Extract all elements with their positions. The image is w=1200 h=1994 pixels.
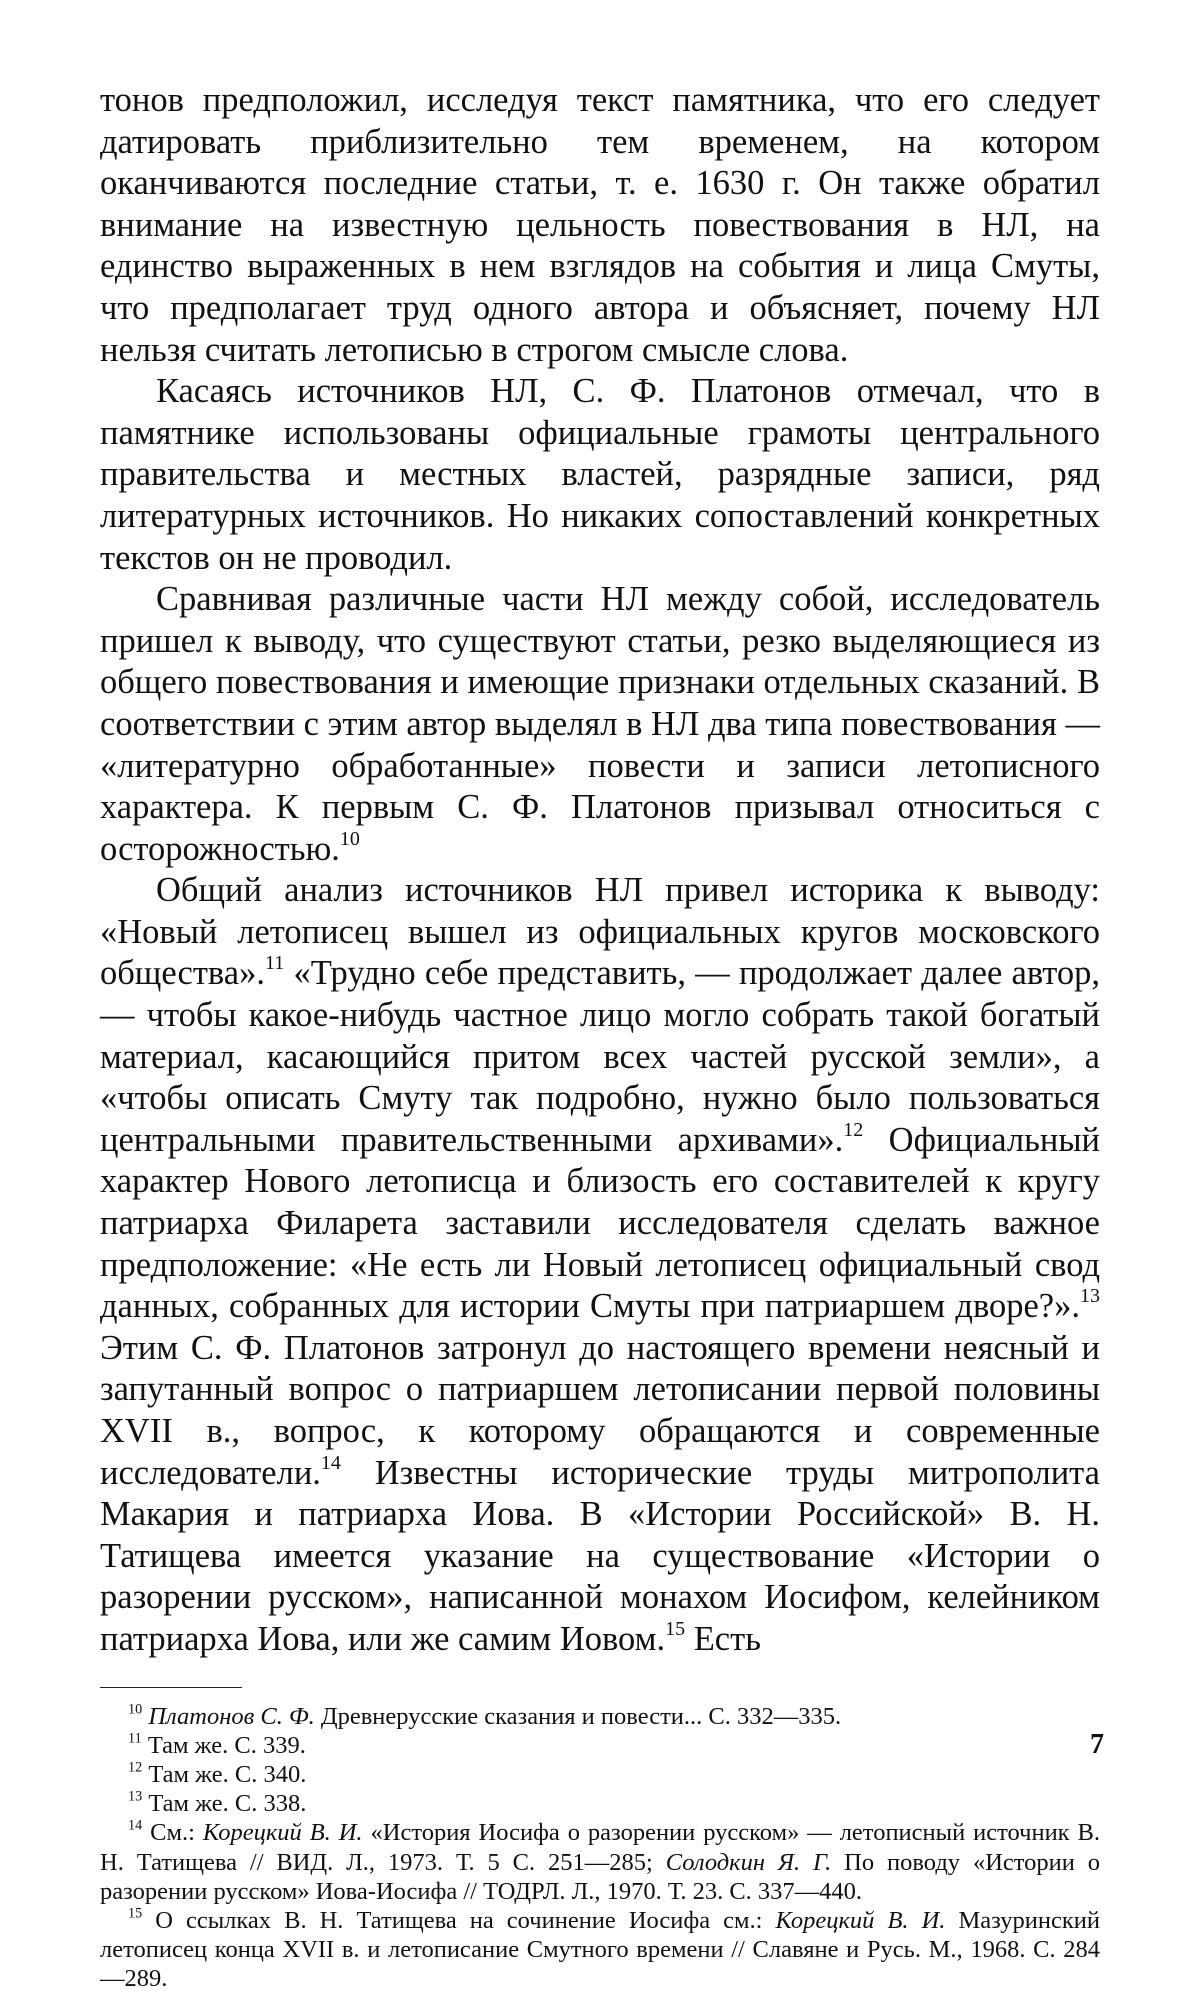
footnote-ref: 15	[665, 1617, 686, 1640]
paragraph	[100, 80, 1100, 371]
footnote-ref: 10	[339, 827, 360, 850]
footnote	[100, 1789, 1100, 1818]
footnote-ref: 12	[128, 1759, 143, 1776]
footnote	[100, 1818, 1100, 1906]
footnote	[100, 1906, 1100, 1994]
footnote-ref: 14	[128, 1817, 143, 1834]
author-name: Корецкий В. И.	[202, 1819, 363, 1847]
author-name: Платонов С. Ф.	[148, 1702, 315, 1730]
footnote-ref: 15	[128, 1905, 143, 1922]
footnote-ref: 13	[1080, 1285, 1100, 1308]
text-run: Касаясь источников НЛ, С. Ф. Платонов отмечал, что в памятнике использованы официальные грамоты центрального правительства и местных властей, разрядные записи, ряд литературных источников. Но никаких сопоставлений конкретных текстов он не проводил.	[100, 372, 1100, 577]
footnote	[100, 1760, 1100, 1789]
footnote-separator	[100, 1687, 242, 1688]
text-run: О ссылках В. Н. Татищева на сочинение Иосифа см.:	[142, 1906, 776, 1934]
footnote	[100, 1731, 1100, 1760]
text-run: Там же. С. 338.	[142, 1790, 307, 1818]
footnote	[100, 1702, 1100, 1731]
footnote-ref: 11	[264, 952, 285, 975]
text-run: Там же. С. 339.	[141, 1731, 306, 1759]
author-name: Корецкий В. И.	[775, 1906, 946, 1934]
page	[100, 80, 1100, 1994]
footnote-ref: 11	[128, 1730, 142, 1747]
paragraph	[100, 870, 1100, 1660]
text-run: Известны исторические труды митрополита Макария и патриарха Иова. В «Истории Российской» В. Н. Татищева имеется указание на существование «Истории о разорении русском», написанной монахом Иосифом, келейником патриарха Иова, или же самим Иовом.	[100, 1453, 1100, 1658]
text-run: См.:	[142, 1819, 203, 1847]
text-run: Этим С. Ф. Платонов затронул до настоящего времени неясный и запутанный вопрос о патриаршем летописании первой половины XVII в., вопрос, к которому обращаются и современные исследователи.	[100, 1328, 1100, 1492]
footnote-ref: 12	[843, 1118, 864, 1141]
footnote-ref: 10	[128, 1700, 143, 1717]
text-run: тонов предположил, исследуя текст памятника, что его следует датировать приблизительно тем временем, на котором оканчиваются последние статьи, т. е. 1630 г. Он также обратил внимание на известную цельность повествования в НЛ, на единство выраженных в нем взглядов на события и лица Смуты, что предполагает труд одного автора и объясняет, почему НЛ нельзя считать летописью в строгом смысле слова.	[100, 81, 1100, 369]
paragraph	[100, 579, 1100, 870]
main-text	[100, 80, 1100, 1661]
footnotes	[100, 1702, 1100, 1994]
text-run: Общий анализ источников НЛ привел историка к выводу: «Новый летописец вышел из официальных кругов московского общества».	[100, 871, 1100, 993]
text-run: «История Иосифа о разорении русском» — летописный источник В. Н. Татищева // ВИД. Л., 1973. Т. 5 С. 251—285;	[100, 1819, 1100, 1876]
text-run: Древнерусские сказания и повести... С. 332—335.	[314, 1702, 842, 1730]
text-run: Официальный характер Нового летописца и близость его составителей к кругу патриарха Филарета заставили исследователя сделать важное предположение: «Не есть ли Новый летописец официальный свод данных, собранных для истории Смуты при патриаршем дворе?».	[100, 1120, 1100, 1326]
page-number: 7	[1090, 1729, 1104, 1760]
footnote-ref: 14	[320, 1451, 341, 1474]
text-run: По поводу «Истории о разорении русском» Иова-Иосифа // ТОДРЛ. Л., 1970. Т. 23. С. 337—440.	[100, 1848, 1101, 1905]
footnote-ref: 13	[128, 1788, 143, 1805]
author-name: Солодкин Я. Г.	[665, 1848, 832, 1876]
text-run: Там же. С. 340.	[142, 1760, 307, 1788]
paragraph	[100, 371, 1100, 579]
text-run: Сравнивая различные части НЛ между собой, исследователь пришел к выводу, что существуют статьи, резко выделяющиеся из общего повествования и имеющие признаки отдельных сказаний. В соответствии с этим автор выделял в НЛ два типа повествования — «литературно обработанные» повести и записи летописного характера. К первым С. Ф. Платонов призывал относиться с осторожностью.	[100, 580, 1100, 868]
text-run: Есть	[685, 1619, 761, 1658]
text-run: «Трудно себе представить, — продолжает далее автор, — чтобы какое-нибудь частное лицо могло собрать такой богатый материал, касающийся притом всех частей русской земли», а «чтобы описать Смуту так подробно, нужно было пользоваться центральными правительственными архивами».	[100, 954, 1100, 1159]
text-run: Мазуринский летописец конца XVII в. и летописание Смутного времени // Славяне и Русь. М., 1968. С. 284—289.	[100, 1906, 1100, 1993]
